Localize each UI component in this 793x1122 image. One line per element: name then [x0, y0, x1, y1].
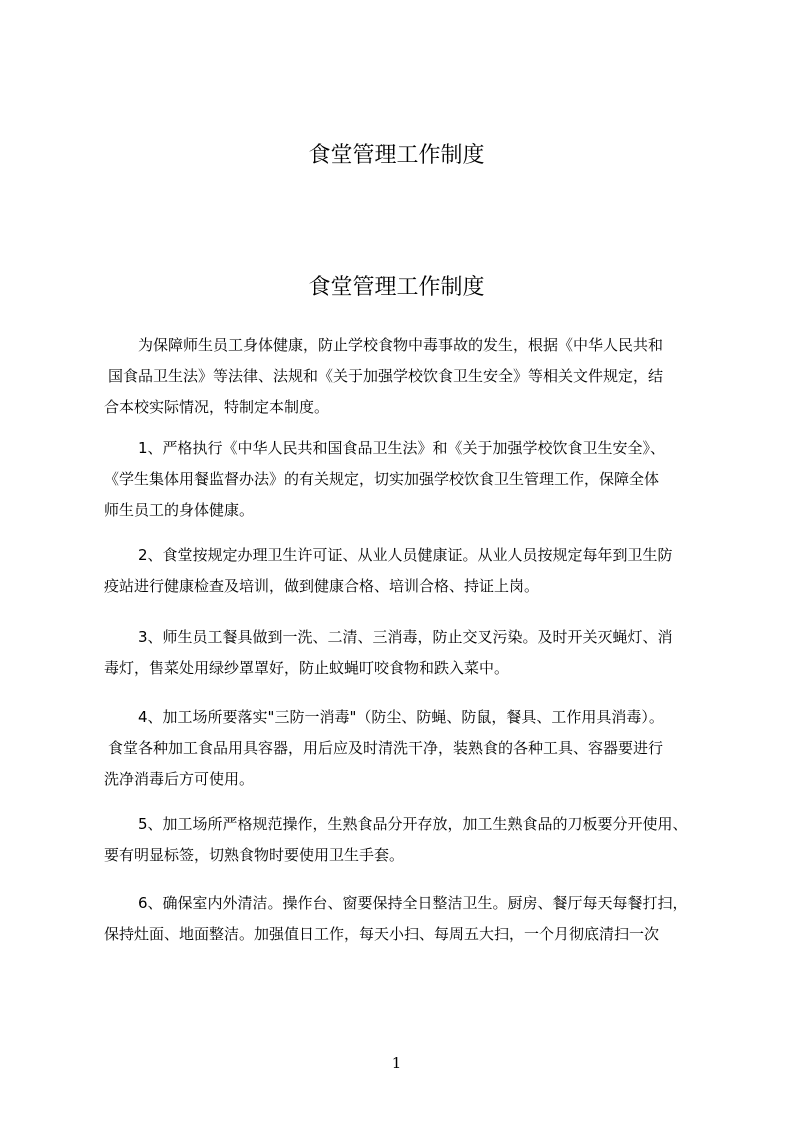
- intro-paragraph: [104, 330, 704, 423]
- rule-paragraph-3: [104, 622, 704, 684]
- rule-paragraph-6: [104, 888, 704, 950]
- paragraph-line: 毒灯，售菜处用绿纱罩罩好，防止蚊蝇叮咬食物和跌入菜中。: [104, 659, 510, 677]
- paragraph-line: 2、食堂按规定办理卫生许可证、从业人员健康证。从业人员按规定每年到卫生防: [138, 546, 673, 564]
- paragraph-line: 要有明显标签，切熟食物时要使用卫生手套。: [104, 846, 405, 864]
- document-header-title: 食堂管理工作制度: [308, 143, 485, 168]
- paragraph-line: 国食品卫生法》等法律、法规和《关于加强学校饮食卫生安全》等相关文件规定，结: [108, 367, 664, 385]
- paragraph-line: 食堂各种加工食品用具容器，用后应及时清洗干净，装熟食的各种工具、容器要进行: [108, 739, 664, 757]
- rule-paragraph-5: [104, 809, 704, 871]
- rule-paragraph-1: [104, 433, 704, 526]
- paragraph-line: 合本校实际情况，特制定本制度。: [104, 398, 330, 416]
- page-number: 1: [391, 1054, 402, 1072]
- paragraph-line: 《学生集体用餐监督办法》的有关规定，切实加强学校饮食卫生管理工作，保障全体: [104, 470, 660, 488]
- rule-paragraph-2: [104, 540, 704, 602]
- paragraph-line: 6、确保室内外清洁。操作台、窗要保持全日整洁卫生。厨房、餐厅每天每餐打扫，: [138, 894, 688, 912]
- paragraph-line: 疫站进行健康检查及培训，做到健康合格、培训合格、持证上岗。: [104, 577, 540, 595]
- paragraph-line: 保持灶面、地面整洁。加强值日工作，每天小扫、每周五大扫，一个月彻底清扫一次: [104, 925, 660, 943]
- paragraph-line: 师生员工的身体健康。: [104, 501, 255, 519]
- paragraph-line: 3、师生员工餐具做到一洗、二清、三消毒，防止交叉污染。及时开关灭蝇灯、消: [138, 628, 673, 646]
- paragraph-line: 1、严格执行《中华人民共和国食品卫生法》和《关于加强学校饮食卫生安全》、: [138, 439, 666, 457]
- paragraph-line: 为保障师生员工身体健康，防止学校食物中毒事故的发生，根据《中华人民共和: [138, 336, 664, 354]
- rule-paragraph-4: [104, 702, 704, 795]
- paragraph-line: 洗净消毒后方可使用。: [104, 770, 255, 788]
- document-title: 食堂管理工作制度: [308, 275, 485, 300]
- paragraph-line: 5、加工场所严格规范操作，生熟食品分开存放，加工生熟食品的刀板要分开使用、: [138, 815, 688, 833]
- paragraph-line: 4、加工场所要落实"三防一消毒"（防尘、防蝇、防鼠，餐具、工作用具消毒）。: [138, 708, 664, 726]
